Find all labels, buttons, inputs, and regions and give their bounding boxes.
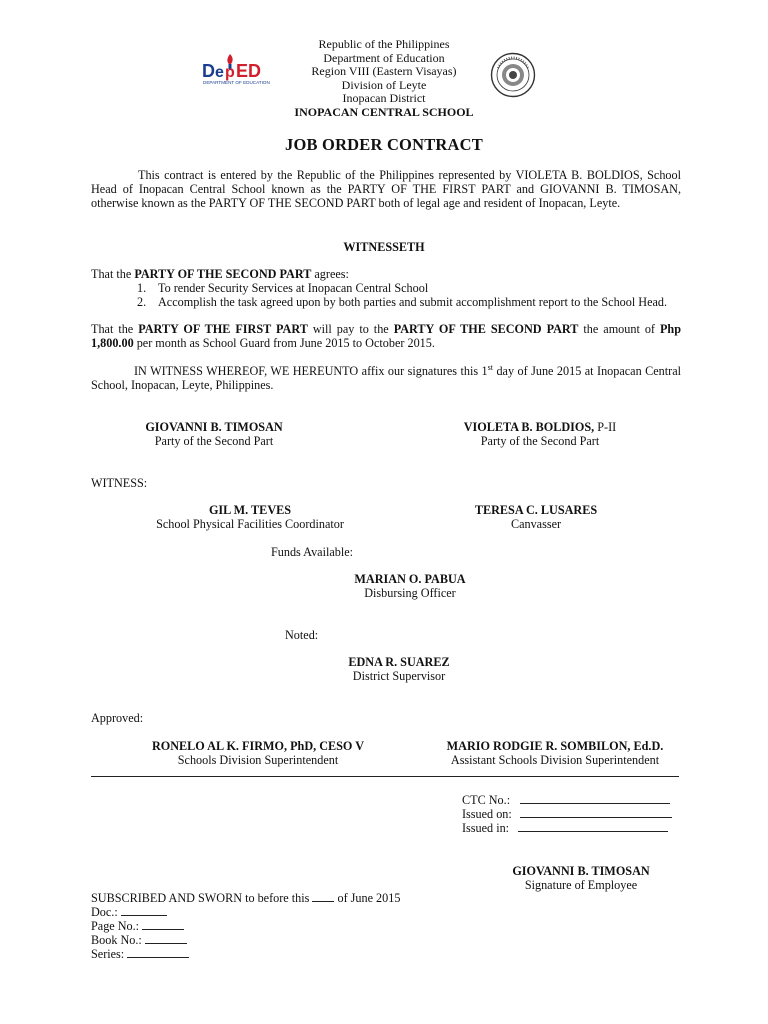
- signature-block-sds: [128, 739, 388, 767]
- signatory-name: GIOVANNI B. TIMOSAN: [512, 864, 650, 878]
- signatory-name: RONELO AL K. FIRMO, PhD, CESO V: [151, 739, 365, 753]
- signatory-role: Canvasser: [510, 517, 562, 531]
- payment-amount: Php 1,800.00: [91, 322, 681, 350]
- svg-text:D: D: [202, 61, 215, 81]
- signature-block-first-party: VIOLETA B. BOLDIOS, P-II Party of the Second Part: [430, 420, 650, 448]
- witness-label: WITNESS:: [91, 476, 148, 490]
- party-second-label: PARTY OF THE SECOND PART: [134, 267, 312, 281]
- witnesseth-heading: WITNESSETH: [343, 240, 425, 254]
- signatory-name: VIOLETA B. BOLDIOS,: [463, 420, 595, 434]
- signatory-role: District Supervisor: [352, 669, 446, 683]
- svg-text:p: p: [225, 64, 235, 81]
- signatory-role: Assistant Schools Division Superintendent: [450, 753, 660, 767]
- payment-paragraph: That the PARTY OF THE FIRST PART will pay to the PARTY OF THE SECOND PART the amount of Php 1,800.00 per month as School Guard from June 2015 to October 2015.: [91, 322, 681, 350]
- signatory-role: Disbursing Officer: [364, 586, 456, 600]
- duties-list: [91, 281, 681, 309]
- series-row: Series:: [91, 947, 400, 961]
- header-line: Republic of the Philippines: [318, 37, 450, 51]
- svg-text:e: e: [215, 64, 224, 81]
- signatory-role: Schools Division Superintendent: [177, 753, 339, 767]
- separator-line: [91, 776, 679, 777]
- signatory-name: GIL M. TEVES: [208, 503, 292, 517]
- school-name: INOPACAN CENTRAL SCHOOL: [294, 104, 474, 119]
- noted-label: Noted:: [285, 628, 319, 642]
- signatory-name: EDNA R. SUAREZ: [348, 655, 450, 669]
- in-witness-paragraph: IN WITNESS WHEREOF, WE HEREUNTO affix our signatures this 1st day of June 2015 at Inopacan Central School, Inopacan, Leyte, Philippines.: [91, 362, 681, 392]
- agree-line: That the PARTY OF THE SECOND PART agrees:: [91, 267, 349, 281]
- issued-in-row: Issued in:: [462, 821, 672, 835]
- signatory-name: TERESA C. LUSARES: [474, 503, 598, 517]
- sworn-line: SUBSCRIBED AND SWORN to before this of June 2015: [91, 891, 401, 905]
- signature-block-employee: [476, 864, 686, 892]
- signatory-role: Party of the Second Part: [480, 434, 600, 448]
- signatory-name: GIOVANNI B. TIMOSAN: [145, 420, 283, 434]
- header-line: Department of Education: [323, 50, 445, 65]
- svg-text:DEPARTMENT OF EDUCATION: DEPARTMENT OF EDUCATION: [203, 80, 270, 85]
- intro-paragraph: [91, 168, 681, 210]
- ctc-block: [462, 793, 672, 835]
- signature-block-asds: [415, 739, 695, 767]
- page-row: Page No.:: [91, 919, 400, 933]
- issued-on-row: Issued on:: [462, 807, 672, 821]
- document-title: JOB ORDER CONTRACT: [285, 135, 483, 154]
- signature-block-witness-left: [120, 503, 380, 531]
- signature-block-disbursing: [310, 572, 510, 600]
- svg-text:ED: ED: [236, 61, 262, 81]
- notary-block: [91, 891, 400, 961]
- signatory-role: School Physical Facilities Coordinator: [156, 517, 344, 531]
- book-row: Book No.:: [91, 933, 400, 947]
- signatory-role: Signature of Employee: [524, 878, 638, 892]
- intro-text: This contract is entered by the Republic of the Philippines represented by VIOLETA B. BOLDIOS, School Head of Inopacan Central School known as the PARTY OF THE FIRST PART and GIOVANNI B. TIMOSAN, otherwise known as the PARTY OF THE SECOND PART both of legal age and resident of Inopacan, Leyte.: [91, 168, 681, 210]
- agreement-section: [91, 267, 681, 309]
- header-line: Division of Leyte: [341, 77, 427, 92]
- letterhead: [0, 38, 768, 119]
- signatory-name: MARIAN O. PABUA: [354, 572, 466, 586]
- list-item: 1. To render Security Services at Inopacan Central School: [137, 281, 429, 295]
- signature-block-second-party: [114, 420, 314, 448]
- signature-block-witness-right: [430, 503, 642, 531]
- list-item: 2. Accomplish the task agreed upon by both parties and submit accomplishment report to the School Head.: [137, 295, 668, 309]
- funds-available-label: Funds Available:: [271, 545, 354, 559]
- signature-block-supervisor: [299, 655, 499, 683]
- header-line: Inopacan District: [342, 91, 426, 105]
- signatory-role: Party of the Second Part: [154, 434, 274, 448]
- ctc-number-row: CTC No.:: [462, 793, 672, 807]
- approved-label: Approved:: [91, 711, 144, 725]
- signatory-name: MARIO RODGIE R. SOMBILON, Ed.D.: [446, 739, 664, 753]
- doc-row: Doc.:: [91, 905, 400, 919]
- header-line: Region VIII (Eastern Visayas): [311, 64, 457, 78]
